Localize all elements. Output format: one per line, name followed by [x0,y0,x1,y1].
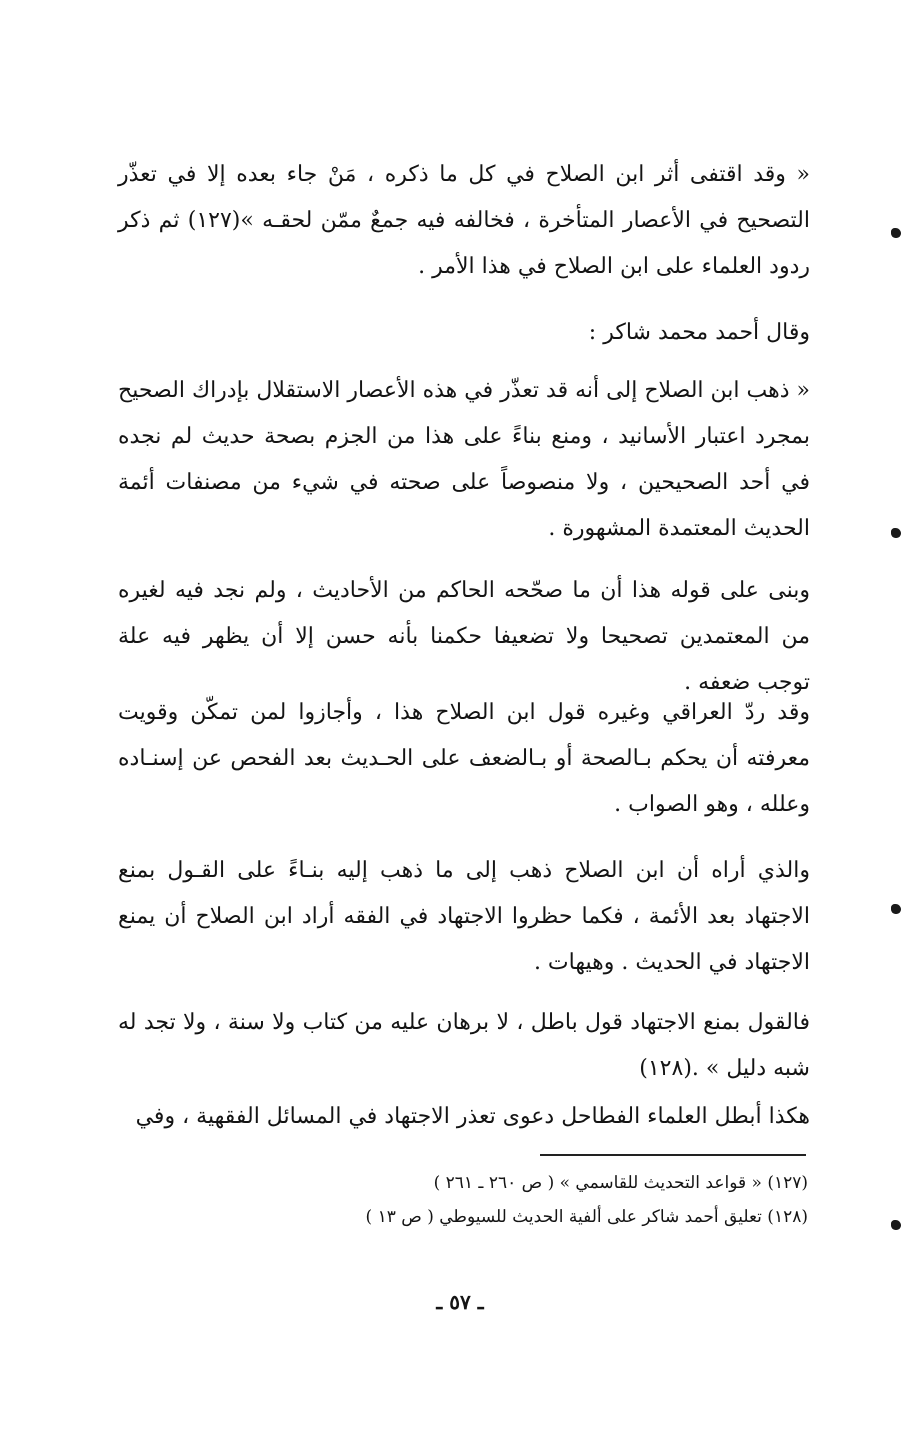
paragraph-iraqi [118,690,810,828]
paragraph-hakim [118,568,810,706]
margin-ink-mark [891,228,901,238]
footnote-127: (١٢٧) « قواعد التحديث للقاسمي » ( ص ٢٦٠ ـ ٢٦١ ) [433,1173,808,1193]
paragraph-text: وقال أحمد محمد شاكر : [588,320,810,345]
paragraph-text: وبنى على قوله هذا أن ما صحّحه الحاكم من الأحاديث ، ولم نجد فيه لغيره من المعتمدين تصحيحا ولا تضعيفا حكمنا بأنه حسن إلا أن يظهر فيه علة توجب ضعفه . [118,578,810,695]
footnotes [300,1166,808,1234]
paragraph-quote-end [118,1000,810,1092]
paragraph-text: فالقول بمنع الاجتهاد قول باطل ، لا برهان عليه من كتاب ولا سنة ، ولا تجد له شبه دليل » .(١٢٨) [118,1010,810,1081]
margin-ink-mark [891,528,901,538]
paragraph-conclusion [118,1094,810,1140]
paragraph-text: « وقد اقتفى أثر ابن الصلاح في كل ما ذكره ، مَنْ جاء بعده إلا في تعذّر التصحيح في الأعصار المتأخرة ، فخالفه فيه جمعٌ ممّن لحقـه »(١٢٧) ثم ذكر ردود العلماء على ابن الصلاح في هذا الأمر . [118,162,810,279]
paragraph-quote-shakir-start [118,368,810,552]
margin-ink-mark [891,904,901,914]
margin-ink-mark [891,1220,901,1230]
paragraph-text: والذي أراه أن ابن الصلاح ذهب إلى ما ذهب إليه بنـاءً على القـول بمنع الاجتهاد بعد الأئمة ، فكما حظروا الاجتهاد في الفقه أراد ابن الصلاح أن يمنع الاجتهاد في الحديث . وهيهات . [118,858,810,975]
paragraph-ijtihad [118,848,810,986]
paragraph-text: هكذا أبطل العلماء الفطاحل دعوى تعذر الاجتهاد في المسائل الفقهية ، وفي [135,1104,810,1129]
paragraph-text: وقد ردّ العراقي وغيره قول ابن الصلاح هذا ، وأجازوا لمن تمكّن وقويت معرفته أن يحكم بـالصحة أو بـالضعف على الحـديث بعد الفحص عن إسنـاده وعلله ، وهو الصواب . [118,700,810,817]
page-number: ـ ٥٧ ـ [436,1290,484,1314]
footnote-divider [540,1154,806,1156]
paragraph-quote-qasimi [118,152,810,290]
paragraph-text: « ذهب ابن الصلاح إلى أنه قد تعذّر في هذه الأعصار الاستقلال بإدراك الصحيح بمجرد اعتبار الأسانيد ، ومنع بناءً على هذا من الجزم بصحة حديث لم نجده في أحد الصحيحين ، ولا منصوصاً على صحته في شيء من مصنفات أئمة الحديث المعتمدة المشهورة . [118,378,810,541]
paragraph-attribution-shakir [118,310,810,356]
footnote-128: (١٢٨) تعليق أحمد شاكر على ألفية الحديث للسيوطي ( ص ١٣ ) [365,1207,808,1227]
